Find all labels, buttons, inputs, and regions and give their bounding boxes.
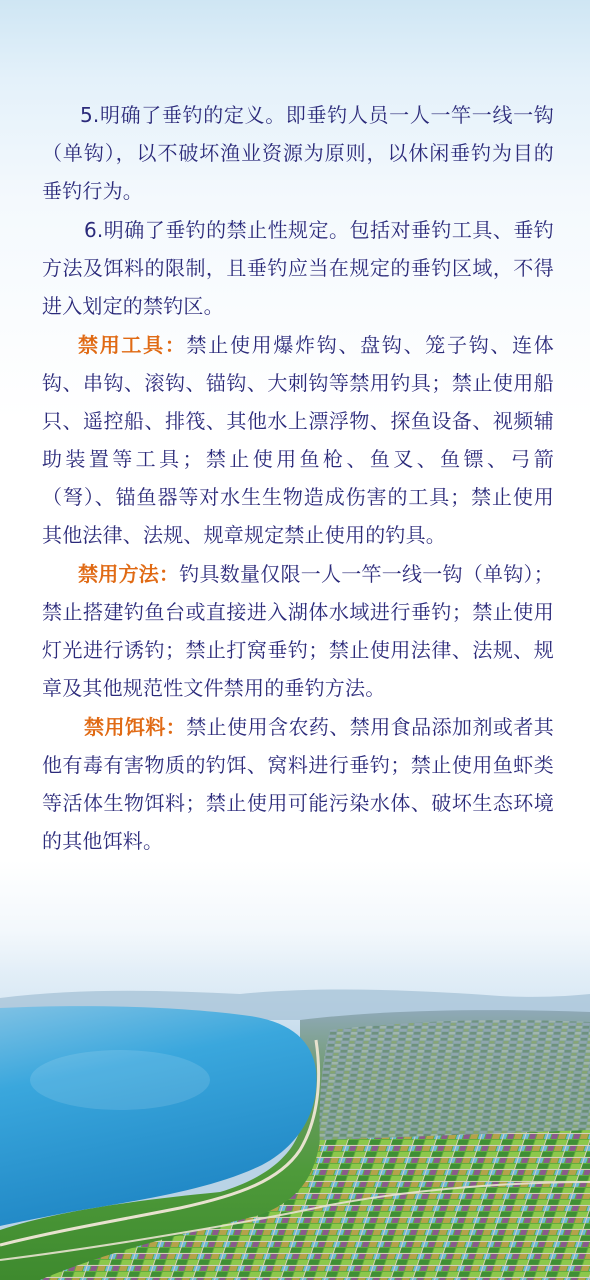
- paragraph-banned-methods: [42, 555, 554, 707]
- lake-farmland-photo: [0, 960, 590, 1280]
- paragraph-prohibitions: 6.明确了垂钓的禁止性规定。包括对垂钓工具、垂钓方法及饵料的限制，且垂钓应当在规定的垂钓区域，不得进入划定的禁钓区。: [42, 218, 554, 318]
- banned-tools-label: 禁用工具：: [78, 333, 187, 357]
- regulation-text: [42, 96, 554, 861]
- paragraph-definition: 5.明确了垂钓的定义。即垂钓人员一人一竿一线一钩（单钩），以不破坏渔业资源为原则，以休闲垂钓为目的垂钓行为。: [42, 103, 554, 203]
- banned-methods-label: 禁用方法：: [78, 562, 180, 586]
- banned-bait-text: 禁止使用含农药、禁用食品添加剂或者其他有毒有害物质的钓饵、窝料进行垂钓；禁止使用鱼虾类等活体生物饵料；禁止使用可能污染水体、破坏生态环境的其他饵料。: [42, 715, 554, 853]
- paragraph-banned-tools: [42, 326, 554, 554]
- banned-methods-text: 钓具数量仅限一人一竿一线一钩（单钩）；禁止搭建钓鱼台或直接进入湖体水域进行垂钓；禁止使用灯光进行诱钓；禁止打窝垂钓；禁止使用法律、法规、规章及其他规范性文件禁用的垂钓方法。: [42, 562, 554, 700]
- banned-bait-label: 禁用饵料：: [84, 715, 187, 739]
- banned-tools-text: 禁止使用爆炸钩、盘钩、笼子钩、连体钩、串钩、滚钩、锚钩、大刺钩等禁用钓具；禁止使用船只、遥控船、排筏、其他水上漂浮物、探鱼设备、视频辅助装置等工具；禁止使用鱼枪、鱼叉、鱼镖、弓箭（弩）、锚鱼器等对水生生物造成伤害的工具；禁止使用其他法律、法规、规章规定禁止使用的钓具。: [42, 333, 555, 547]
- paragraph-banned-bait: [42, 708, 554, 860]
